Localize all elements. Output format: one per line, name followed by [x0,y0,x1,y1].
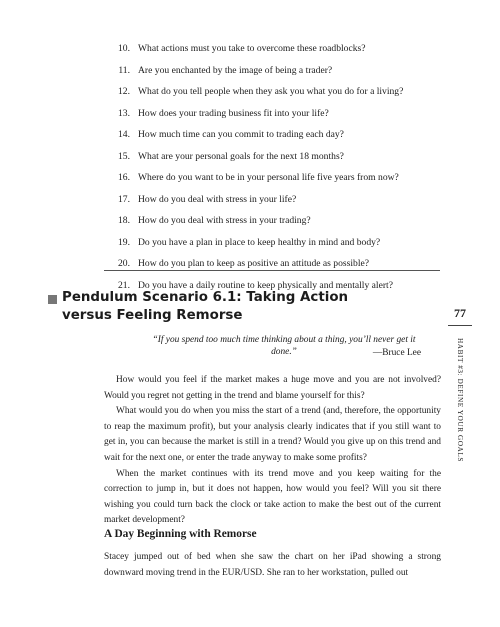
question-number: 17. [118,193,130,205]
question-item [104,38,444,60]
question-number: 14. [118,129,130,140]
section-title: Pendulum Scenario 6.1: Taking Action versus Feeling Remorse [62,290,349,323]
question-text: How much time can you commit to trading each day? [138,129,344,140]
question-item [104,253,444,275]
question-text: How do you plan to keep as positive an attitude as possible? [138,258,370,269]
question-text: How do you deal with stress in your life? [138,193,297,205]
question-text: How does your trading business fit into your life? [138,107,329,119]
story-text [104,550,441,581]
question-number: 12. [118,86,130,97]
question-number: 13. [118,107,130,119]
page-number: 77 [454,306,466,320]
epigraph-author: —Bruce Lee [372,348,421,358]
question-item [104,81,444,103]
page-number-rule [448,325,472,326]
question-text: What actions must you take to overcome these roadblocks? [138,43,366,54]
question-item [104,60,444,82]
epigraph-quote: “If you spend too much time thinking about a thing, you’ll never get it done.” [152,335,416,357]
question-text: Are you enchanted by the image of being a trader? [138,64,333,76]
paragraph: How would you feel if the market makes a huge move and you are not involved? Would you regret not getting in the trend and blame yourself for this? [104,375,441,401]
question-text: What are your personal goals for the next 18 months? [138,150,344,162]
question-text: Do you have a plan in place to keep healthy in mind and body? [138,236,381,248]
question-number: 11. [118,64,130,76]
question-text: Do you have a daily routine to keep physically and mentally alert? [138,279,393,291]
question-item [104,124,444,146]
section-divider [104,270,440,271]
body-text [104,373,441,529]
paragraph: Stacey jumped out of bed when she saw the chart on her iPad showing a strong downward moving trend in the EUR/USD. She ran to her workstation, pulled out [104,552,441,578]
paragraph: When the market continues with its trend move and you keep waiting for the correction to jump in, but it does not happen, how would you feel? Will you sit there wishing you could turn back the clock or take action to make the best out of the current market development? [104,468,441,526]
question-number: 21. [118,279,130,291]
question-text: What do you tell people when they ask you what you do for a living? [138,86,404,97]
question-number: 16. [118,172,130,183]
subheading: A Day Beginning with Remorse [104,528,257,540]
section-bullet-icon [48,295,57,304]
question-item [104,232,444,254]
question-list [104,38,444,296]
question-text: How do you deal with stress in your trading? [138,215,311,226]
running-head: HABIT #3: DEFINE YOUR GOALS [456,338,464,463]
question-text: Where do you want to be in your personal life five years from now? [138,172,399,183]
question-number: 18. [118,215,130,226]
question-number: 19. [118,236,130,248]
question-item [104,167,444,189]
question-number: 20. [118,258,130,269]
question-item [104,103,444,125]
question-item [104,189,444,211]
question-item [104,210,444,232]
paragraph: What would you do when you miss the start of a trend (and, therefore, the opportunity to reap the maximum profit), but your analysis clearly indicates that if you still want to get in, you can because the market is still in a trend? Would you give up on this trend and wait for the next one, or enter the trade anyway to make some profits? [104,406,441,463]
question-number: 10. [118,43,130,54]
question-item [104,146,444,168]
question-number: 15. [118,150,130,162]
